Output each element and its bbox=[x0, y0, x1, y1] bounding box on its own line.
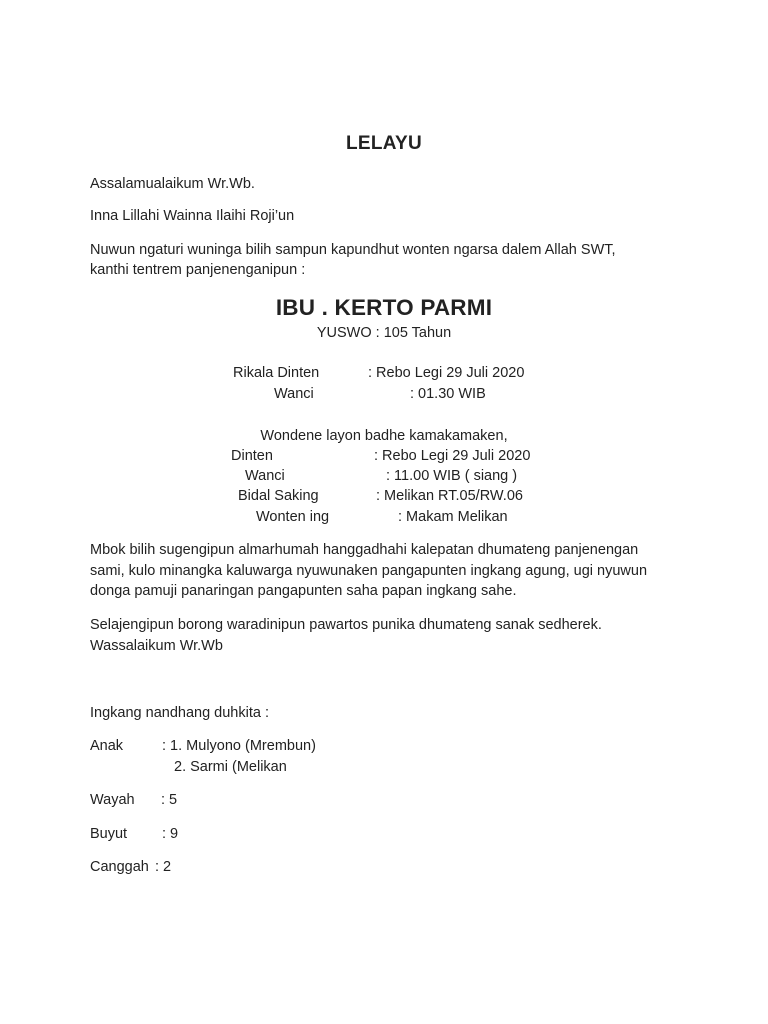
buyut-value: : 9 bbox=[162, 826, 179, 842]
greeting: Assalamualaikum Wr.Wb. bbox=[90, 176, 255, 192]
funeral-from-label: Bidal Saking bbox=[238, 488, 319, 504]
anak-item-2: 2. Sarmi (Melikan bbox=[174, 759, 287, 775]
funeral-day-label: Dinten bbox=[231, 448, 273, 464]
canggah-label: Canggah bbox=[90, 859, 149, 875]
funeral-place-label: Wonten ing bbox=[256, 509, 330, 525]
closing-line-1: Selajengipun borong waradinipun pawartos punika dhumateng sanak sedherek. bbox=[90, 617, 602, 633]
wayah-value: : 5 bbox=[161, 792, 178, 808]
mourners-heading: Ingkang nandhang duhkita : bbox=[90, 705, 269, 721]
funeral-time-value: : 11.00 WIB ( siang ) bbox=[386, 468, 518, 484]
death-day-value: : Rebo Legi 29 Juli 2020 bbox=[368, 365, 525, 381]
intro-line-2: kanthi tentrem panjenenganipun : bbox=[90, 262, 306, 278]
apology-line-2: sami, kulo minangka kaluwarga nyuwunaken pangapunten ingkang agung, ugi nyuwun bbox=[90, 563, 648, 579]
apology-line-1: Mbok bilih sugengipun almarhumah hanggadhahi kalepatan dhumateng panjenengan bbox=[90, 542, 639, 558]
death-day-label: Rikala Dinten bbox=[233, 365, 320, 381]
buyut-label: Buyut bbox=[90, 826, 128, 842]
canggah-value: : 2 bbox=[155, 859, 172, 875]
intro-line-1: Nuwun ngaturi wuninga bilih sampun kapundhut wonten ngarsa dalem Allah SWT, bbox=[90, 242, 616, 258]
funeral-from-value: : Melikan RT.05/RW.06 bbox=[376, 488, 523, 504]
anak-item-1: : 1. Mulyono (Mrembun) bbox=[162, 738, 316, 754]
deceased-name: IBU . KERTO PARMI bbox=[275, 295, 493, 320]
anak-label: Anak bbox=[90, 738, 124, 754]
funeral-heading: Wondene layon badhe kamakamaken, bbox=[260, 428, 508, 444]
inna-lillahi: Inna Lillahi Wainna Ilaihi Roji’un bbox=[90, 208, 295, 224]
death-time-value: : 01.30 WIB bbox=[410, 386, 486, 402]
funeral-day-value: : Rebo Legi 29 Juli 2020 bbox=[374, 448, 531, 464]
document-title: LELAYU bbox=[345, 133, 423, 154]
funeral-place-value: : Makam Melikan bbox=[398, 509, 508, 525]
closing-line-2: Wassalaikum Wr.Wb bbox=[90, 638, 223, 654]
funeral-time-label: Wanci bbox=[245, 468, 285, 484]
wayah-label: Wayah bbox=[90, 792, 135, 808]
death-time-label: Wanci bbox=[274, 386, 314, 402]
apology-line-3: donga pamuji panaringan pangapunten saha papan ingkang sahe. bbox=[90, 583, 517, 599]
age-line: YUSWO : 105 Tahun bbox=[316, 325, 452, 341]
